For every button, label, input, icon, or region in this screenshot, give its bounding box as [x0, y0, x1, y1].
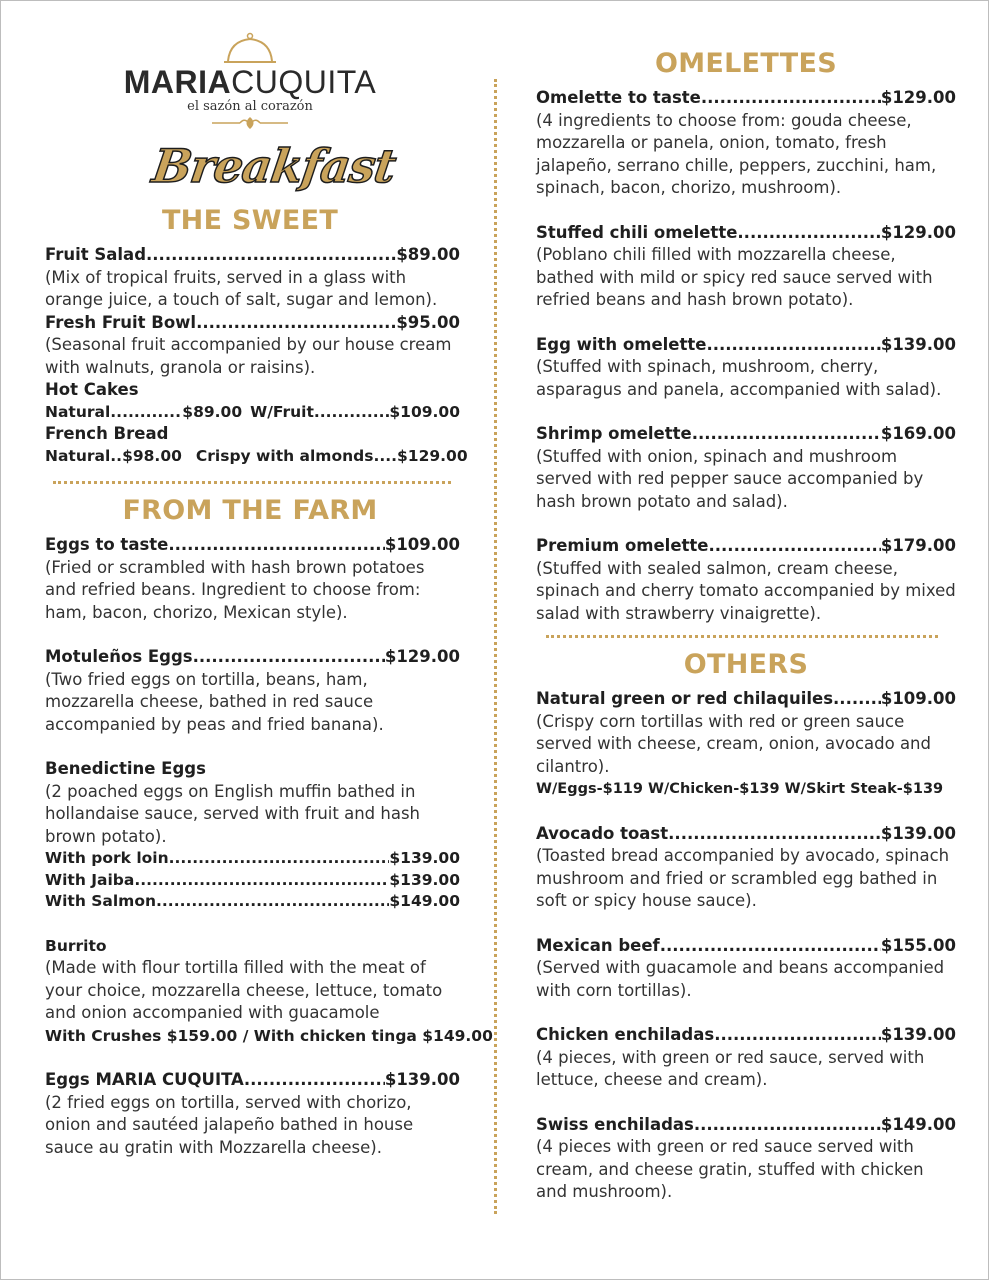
- section-title-sweet: THE SWEET: [161, 205, 339, 236]
- menu-item-omelette: Omelette to taste ..... $129.00 (4 ingredients to choose from: gouda cheese, mozzarella or panela, onion, tomato, fresh jalapeño, serrano chille, peppers, zucchini, ham, spinach, bacon, chorizo, mushroom).: [536, 87, 956, 200]
- brand-name: MARIACUQUITA: [123, 64, 377, 100]
- menu-item-motulenos-eggs: Motuleños Eggs ..... $129.00 (Two fried eggs on tortilla, beans, ham, mozzarella cheese, bathed in red sauce accompanied by peas and fried banana).: [45, 646, 460, 736]
- menu-item-other: Mexican beef ..... $155.00 (Served with guacamole and beans accompanied with corn tortillas).: [536, 935, 956, 1003]
- brand-logo: [105, 31, 395, 130]
- menu-item-other: Swiss enchiladas ..... $149.00 (4 pieces with green or red sauce served with cream, and cheese gratin, stuffed with chicken and mushroom).: [536, 1114, 956, 1204]
- section-title-farm: FROM THE FARM: [122, 495, 378, 526]
- menu-item-omelette: Premium omelette ..... $179.00 (Stuffed with sealed salmon, cream cheese, spinach and cherry tomato accompanied by mixed salad with strawberry vinaigrette).: [536, 535, 956, 625]
- ornament-icon: [210, 116, 290, 130]
- menu-item-chilaquiles: Natural green or red chilaquiles ..... $109.00 (Crispy corn tortillas with red or green sauce served with cheese, cream, onion, avocado and cilantro). W/Eggs-$119 W/Chicken-$139 W/Skirt Steak-$139: [536, 688, 956, 801]
- option-row: With Salmon ..... $149.00: [45, 891, 460, 913]
- right-column: [536, 47, 956, 1204]
- brand-tagline: el sazón al corazón: [187, 99, 313, 114]
- menu-item-eggs-to-taste: Eggs to taste ..... $109.00 (Fried or scrambled with hash brown potatoes and refried beans. Ingredient to choose from: ham, bacon, chorizo, Mexican style).: [45, 534, 460, 624]
- menu-item-other: Chicken enchiladas ..... $139.00 (4 pieces, with green or red sauce, served with lettuce, cheese and cream).: [536, 1024, 956, 1092]
- column-divider: [494, 79, 497, 1214]
- menu-item-fruit-bowl: Fresh Fruit Bowl ..... $95.00 (Seasonal fruit accompanied by our house cream with walnuts, granola or raisins).: [45, 312, 460, 380]
- menu-item-french-bread: French Bread Natural.. $98.00 Crispy with almonds.... $129.00: [45, 424, 468, 465]
- cloche-icon: [220, 31, 280, 67]
- option-row: With pork loin ..... $139.00: [45, 848, 460, 870]
- menu-title: Breakfast: [149, 139, 399, 193]
- menu-item-other: Avocado toast ..... $139.00 (Toasted bread accompanied by avocado, spinach mushroom and fried or scrambled egg bathed in soft or spicy house sauce).: [536, 823, 956, 913]
- option-row: With Jaiba ..... $139.00: [45, 870, 460, 892]
- menu-item-omelette: Shrimp omelette ..... $169.00 (Stuffed with onion, spinach and mushroom served with red pepper sauce accompanied by hash brown potato and salad).: [536, 423, 956, 513]
- menu-item-benedictine-eggs: Benedictine Eggs (2 poached eggs on English muffin bathed in hollandaise sauce, served with fruit and hash brown potato). With pork loin ..... $139.00 With Jaiba ..... $139.00 With Salmon ..... $149.00: [45, 758, 460, 913]
- menu-item-fruit-salad: Fruit Salad ..... $89.00 (Mix of tropical fruits, served in a glass with orange juice, a touch of salt, sugar and lemon).: [45, 244, 460, 312]
- menu-item-eggs-maria-cuquita: Eggs MARIA CUQUITA ..... $139.00 (2 fried eggs on tortilla, served with chorizo, onion and sautéed jalapeño bathed in house sauce au gratin with Mozzarella cheese).: [45, 1069, 460, 1159]
- section-title-omelettes: OMELETTES: [655, 48, 837, 79]
- menu-item-burrito: Burrito (Made with flour tortilla filled with the meat of your choice, mozzarella cheese, lettuce, tomato and onion accompanied with guacamole With Crushes $159.00 / With chicken tinga $149.00: [45, 936, 493, 1045]
- section-title-others: OTHERS: [683, 649, 809, 680]
- menu-item-omelette: Egg with omelette ..... $139.00 (Stuffed with spinach, mushroom, cherry, asparagus and panela, accompanied with salad).: [536, 334, 956, 402]
- menu-item-omelette: Stuffed chili omelette ..... $129.00 (Poblano chili filled with mozzarella cheese, bathed with mild or spicy red sauce served with refried beans and hash brown potato).: [536, 222, 956, 312]
- left-column: [45, 31, 493, 1159]
- menu-item-hot-cakes: Hot Cakes Natural ..... $89.00 W/Fruit ..... $109.00: [45, 379, 460, 423]
